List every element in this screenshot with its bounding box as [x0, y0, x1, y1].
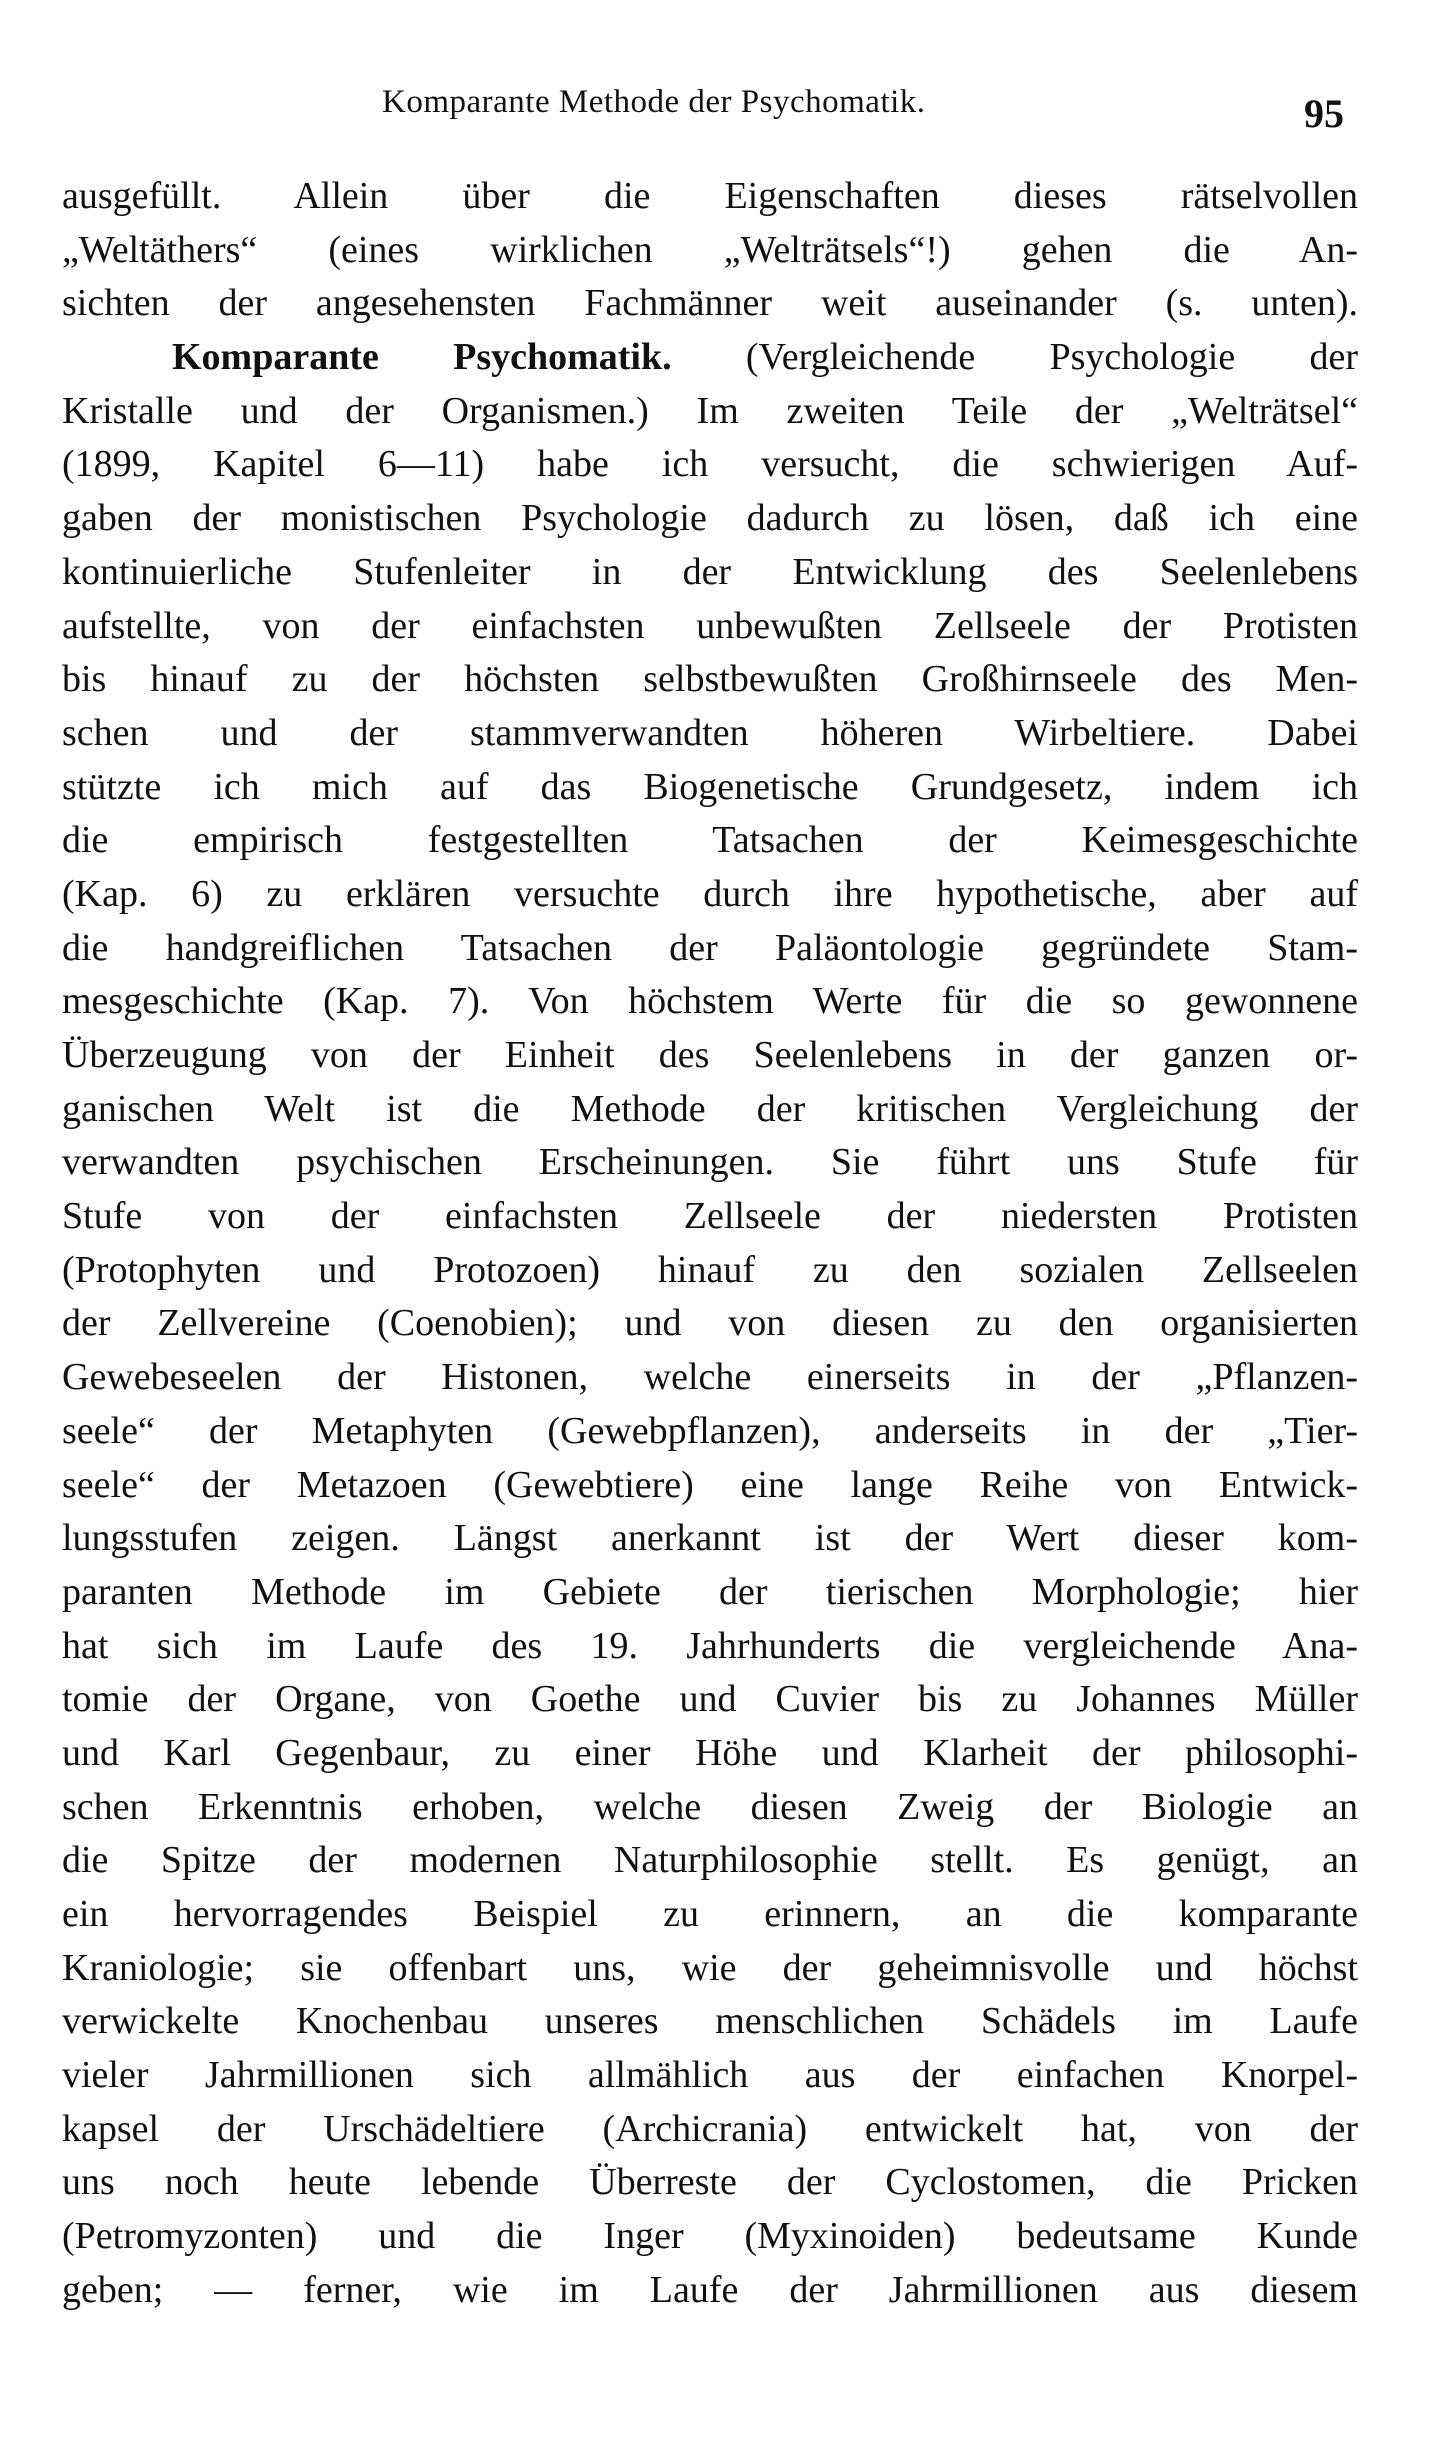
- text-line: seele“ der Metazoen (Gewebtiere) eine lange Reihe von Entwick-: [62, 1463, 1358, 1506]
- text-line: mesgeschichte (Kap. 7). Von höchstem Werte für die so gewonnene: [62, 980, 1358, 1023]
- text-line: ganischen Welt ist die Methode der kritischen Vergleichung der: [62, 1087, 1358, 1130]
- paragraph-heading-line: Komparante Psychomatik. (Vergleichende Psychologie der: [172, 336, 1358, 379]
- running-head: Komparante Methode der Psychomatik.: [382, 84, 926, 120]
- text-line: Überzeugung von der Einheit des Seelenlebens in der ganzen or-: [62, 1034, 1358, 1076]
- text-line: die Spitze der modernen Naturphilosophie stellt. Es genügt, an: [62, 1839, 1358, 1882]
- text-line: kapsel der Urschädeltiere (Archicrania) entwickelt hat, von der: [62, 2107, 1358, 2150]
- text-line: die empirisch festgestellten Tatsachen der Keimesgeschichte: [62, 819, 1358, 862]
- text-line: seele“ der Metaphyten (Gewebpflanzen), anderseits in der „Tier-: [62, 1409, 1358, 1452]
- text-line: kontinuierliche Stufenleiter in der Entwicklung des Seelenlebens: [62, 550, 1358, 593]
- run-in-heading: Komparante Psychomatik.: [172, 336, 672, 379]
- text-line: Stufe von der einfachsten Zellseele der niedersten Protisten: [62, 1195, 1358, 1238]
- text-line: tomie der Organe, von Goethe und Cuvier bis zu Johannes Müller: [62, 1678, 1358, 1721]
- text-line: ein hervorragendes Beispiel zu erinnern, an die komparante: [62, 1893, 1358, 1935]
- text-line: die handgreiflichen Tatsachen der Paläontologie gegründete Stam-: [62, 926, 1358, 969]
- text-line: paranten Methode im Gebiete der tierischen Morphologie; hier: [62, 1570, 1358, 1613]
- text-line: Kristalle und der Organismen.) Im zweiten Teile der „Welträtsel“: [62, 389, 1358, 432]
- text-line: Gewebeseelen der Histonen, welche einerseits in der „Pflanzen-: [62, 1356, 1358, 1399]
- text-line: geben; — ferner, wie im Laufe der Jahrmillionen aus diesem: [62, 2268, 1358, 2311]
- text-line: schen Erkenntnis erhoben, welche diesen Zweig der Biologie an: [62, 1785, 1358, 1828]
- text-line: gaben der monistischen Psychologie dadurch zu lösen, daß ich eine: [62, 497, 1358, 540]
- text-line: und Karl Gegenbaur, zu einer Höhe und Klarheit der philosophi-: [62, 1731, 1358, 1774]
- text-line: (1899, Kapitel 6—11) habe ich versucht, die schwierigen Auf-: [62, 443, 1358, 486]
- text-line: schen und der stammverwandten höheren Wirbeltiere. Dabei: [62, 711, 1358, 754]
- text-line: ausgefüllt. Allein über die Eigenschaften dieses rätselvollen: [62, 175, 1358, 217]
- text-line: „Weltäthers“ (eines wirklichen „Welträtsels“!) gehen die An-: [62, 228, 1358, 271]
- text-line: stützte ich mich auf das Biogenetische Grundgesetz, indem ich: [62, 765, 1358, 808]
- text-line: vieler Jahrmillionen sich allmählich aus der einfachen Knorpel-: [62, 2054, 1358, 2097]
- page-number: 95: [1304, 91, 1344, 136]
- text-line: lungsstufen zeigen. Längst anerkannt ist der Wert dieser kom-: [62, 1517, 1358, 1560]
- text-line: aufstellte, von der einfachsten unbewußten Zellseele der Protisten: [62, 604, 1358, 647]
- text-line: (Kap. 6) zu erklären versuchte durch ihre hypothetische, aber auf: [62, 872, 1358, 915]
- text-line: sichten der angesehensten Fachmänner weit auseinander (s. unten).: [62, 282, 1358, 325]
- text-line: verwandten psychischen Erscheinungen. Sie führt uns Stufe für: [62, 1141, 1358, 1184]
- text-line: (Protophyten und Protozoen) hinauf zu den sozialen Zellseelen: [62, 1248, 1358, 1291]
- text-line: verwickelte Knochenbau unseres menschlichen Schädels im Laufe: [62, 2000, 1358, 2043]
- body-text: [62, 170, 1358, 2318]
- text-line: hat sich im Laufe des 19. Jahrhunderts die vergleichende Ana-: [62, 1624, 1358, 1667]
- text-line: (Petromyzonten) und die Inger (Myxinoiden) bedeutsame Kunde: [62, 2215, 1358, 2258]
- text-line: uns noch heute lebende Überreste der Cyclostomen, die Pricken: [62, 2161, 1358, 2204]
- text-line: Kraniologie; sie offenbart uns, wie der geheimnisvolle und höchst: [62, 1946, 1358, 1989]
- text-line: der Zellvereine (Coenobien); und von diesen zu den organisierten: [62, 1302, 1358, 1345]
- text-line: bis hinauf zu der höchsten selbstbewußten Großhirnseele des Men-: [62, 658, 1358, 701]
